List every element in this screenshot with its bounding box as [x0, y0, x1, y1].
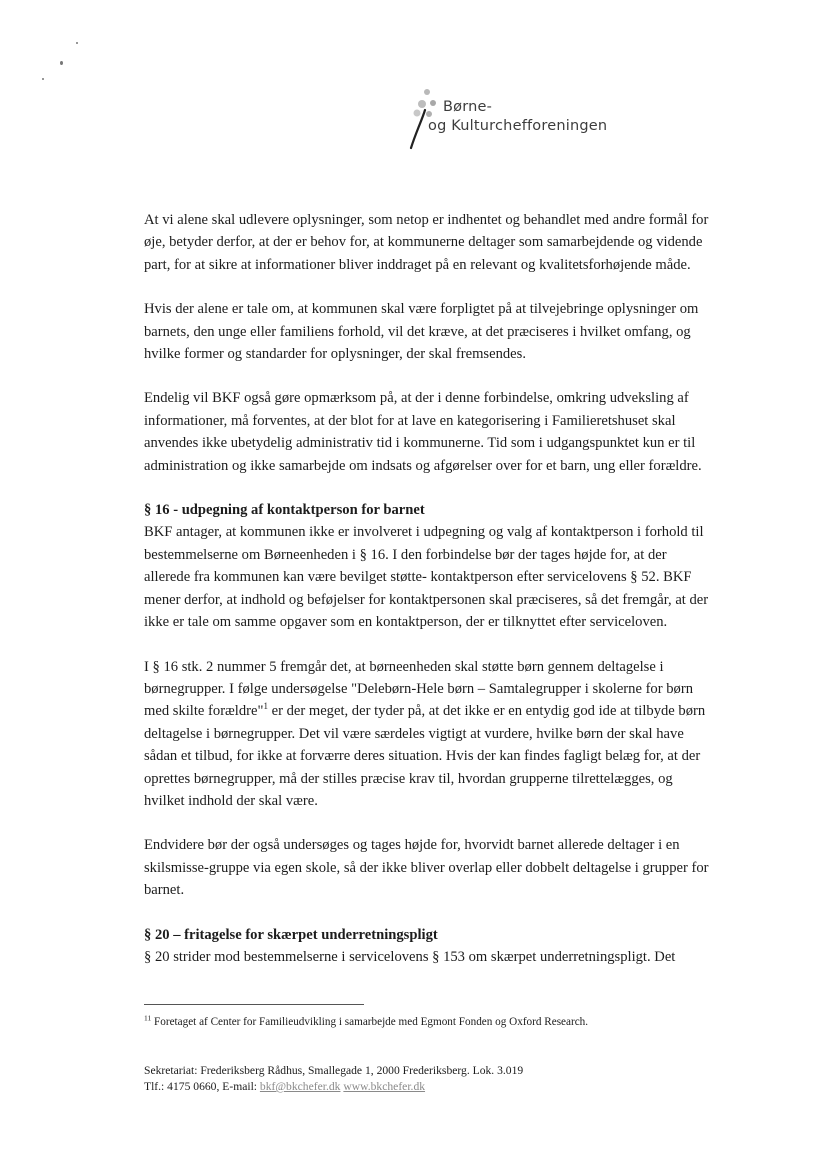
footnote-reference: 1	[263, 701, 268, 712]
email-link[interactable]: bkf@bkchefer.dk	[259, 1080, 341, 1093]
footer-contact	[144, 1079, 744, 1095]
section-20-heading: § 20 – fritagelse for skærpet underretningspligt	[144, 926, 438, 943]
scan-speck	[76, 42, 78, 44]
letter-footer	[144, 1063, 744, 1095]
scan-speck	[60, 61, 63, 65]
paragraph: At vi alene skal udlevere oplysninger, som netop er indhentet og behandlet med andre formål for øje, betyder derfor, at der er behov for, at kommunerne deltager som samarbejdende og vidende part, for at sikre at informationer bliver inddraget på en relevant og kvalitetsforhøjende måde.	[144, 212, 709, 273]
paragraph-with-footnote	[144, 656, 716, 813]
paragraph: Hvis der alene er tale om, at kommunen skal være forpligtet på at tilvejebringe oplysninger om barnets, den unge eller familiens forhold, vil det kræve, at det præciseres i hvilket omfang, og hvilke former og standarder for oplysninger, der skal fremsendes.	[144, 301, 699, 363]
org-name-line2: og Kulturchefforeningen	[428, 118, 608, 134]
section-16-heading: § 16 - udpegning af kontaktperson for barnet	[144, 502, 425, 519]
footnote-divider	[144, 1004, 364, 1005]
paragraph-text: I § 16 stk. 2 nummer 5 fremgår det, at børneenheden skal støtte børn gennem deltagelse i børnegrupper. I følge undersøgelse "Delebørn-Hele børn – Samtalegrupper i skolerne for børn med skilte forældre"	[144, 658, 693, 720]
footnote	[144, 1015, 744, 1030]
scan-speck	[42, 78, 44, 80]
paragraph: BKF antager, at kommunen ikke er involveret i udpegning og valg af kontaktperson i forhold til bestemmelserne om Børneenheden i § 16. I den forbindelse bør der tages højde for, at der allerede fra kommunen kan være bevilget støtte- kontaktperson efter servicelovens § 52. BKF mener derfor, at indhold og beføjelser for kontaktpersonen skal præciseres, så det fremgår, at der ikke er tale om samme opgaver som en kontaktperson, der er tilknyttet efter serviceloven.	[144, 524, 709, 631]
paragraph: Endvidere bør der også undersøges og tages højde for, hvorvidt barnet allerede deltager i en skilsmisse-gruppe via egen skole, så der ikke bliver overlap eller dobbelt deltagelse i grupper for barnet.	[144, 837, 709, 899]
footer-address: Sekretariat: Frederiksberg Rådhus, Smallegade 1, 2000 Frederiksberg. Lok. 3.019	[144, 1064, 524, 1077]
paragraph-text: er der meget, der tyder på, at det ikke er en entydig god ide at tilbyde børn deltagelse i børnegrupper. Det vil være særdeles vigtigt at vurdere, hvilke børn der skal have sådan et tilbud, for ikke at forværre deres situation. Hvis der kan findes fagligt belæg for, at der oprettes børnegrupper, må der stilles præcise krav til, hvordan grupperne tilrettelægges, og hvilket indhold der skal være.	[144, 703, 706, 809]
organization-logo	[402, 86, 662, 156]
paragraph: § 20 strider mod bestemmelserne i servicelovens § 153 om skærpet underretningspligt. Det	[144, 948, 676, 965]
org-name-line1: Børne-	[443, 99, 493, 115]
footnote-marker: 11	[144, 1013, 152, 1023]
website-link[interactable]: www.bkchefer.dk	[343, 1080, 426, 1093]
letter-body	[144, 209, 716, 968]
paragraph: Endelig vil BKF også gøre opmærksom på, at der i denne forbindelse, omkring udveksling af informationer, må forventes, at der blot for at lave en kategorisering i Familieretshuset skal anvendes ikke ubetydelig administrativ tid i kommunerne. Tid som i udgangspunktet kun er til administration og ikke samarbejde om indsats og afgørelser over for et barn, ung eller forældre.	[144, 390, 702, 474]
footnote-text: Foretaget af Center for Familieudvikling i samarbejde med Egmont Fonden og Oxford Research.	[151, 1016, 589, 1028]
footer-phone: Tlf.: 4175 0660, E-mail:	[144, 1080, 260, 1093]
